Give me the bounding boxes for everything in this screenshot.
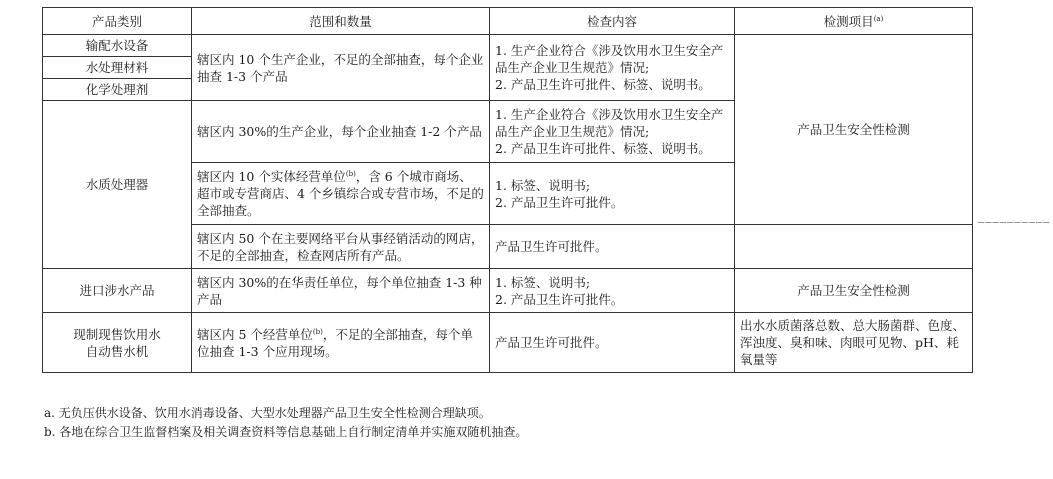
scope-cell: 辖区内 50 个在主要网络平台从事经销活动的网店，不足的全部抽查，检查网店所有产品。	[192, 225, 490, 269]
header-row	[43, 8, 973, 35]
check-item: 2. 产品卫生许可批件。	[495, 194, 624, 210]
check-item: 1. 标签、说明书;	[495, 177, 591, 193]
footnotes	[44, 404, 527, 442]
test-cell: 产品卫生安全性检测	[735, 35, 973, 225]
header-check: 检查内容	[490, 8, 735, 35]
table-row	[43, 35, 973, 57]
check-item: 2. 产品卫生许可批件、标签、说明书。	[495, 141, 711, 156]
header-test	[735, 8, 973, 35]
category-cell: 水处理材料	[43, 57, 192, 79]
footnote-b: b. 各地在综合卫生监督档案及相关调查资料等信息基础上自行制定清单并实施双随机抽查。	[44, 425, 528, 439]
check-cell	[490, 163, 735, 225]
category-cell: 水质处理器	[43, 101, 192, 269]
inspection-table	[42, 7, 1051, 373]
category-line: 自动售水机	[85, 343, 149, 359]
scope-text: ，不足的全部抽查，每个单位抽查 1-3 个应用现场。	[197, 326, 473, 359]
check-cell	[490, 101, 735, 163]
header-scope: 范围和数量	[192, 8, 490, 35]
table-row	[43, 313, 973, 373]
test-cell: 产品卫生安全性检测	[735, 269, 973, 313]
check-item: 2. 产品卫生许可批件、标签、说明书。	[495, 77, 711, 92]
category-cell: 化学处理剂	[43, 79, 192, 101]
footnote-a-marker: (a)	[873, 14, 884, 23]
footnote-b-marker: (b)	[312, 327, 323, 336]
header-test-label: 检测项目	[823, 13, 874, 29]
scope-text: 辖区内 5 个经营单位	[197, 326, 313, 342]
scope-cell: 辖区内 10 个生产企业，不足的全部抽查，每个企业抽查 1-3 个产品	[192, 35, 490, 101]
check-item: 2. 产品卫生许可批件。	[495, 291, 624, 307]
check-cell	[490, 35, 735, 101]
check-item: 1. 生产企业符合《涉及饮用水卫生安全产品生产企业卫生规范》情况;	[495, 43, 724, 75]
footnote-a: a. 无负压供水设备、饮用水消毒设备、大型水处理器产品卫生安全性检测合理缺项。	[44, 406, 491, 420]
header-category: 产品类别	[43, 8, 192, 35]
test-cell: 出水水质菌落总数、总大肠菌群、色度、浑浊度、臭和味、肉眼可见物、pH、耗氧量等	[735, 313, 973, 373]
scope-cell: 辖区内 30%的在华责任单位，每个单位抽查 1-3 种产品	[192, 269, 490, 313]
scope-text: ，含 6 个城市商场、超市或专营商店、4 个乡镇综合或专营市场，不足的全部抽查。	[197, 169, 484, 218]
category-cell	[43, 313, 192, 373]
category-line: 现制现售饮用水	[73, 326, 161, 342]
check-item: 1. 标签、说明书;	[495, 274, 591, 290]
category-cell: 进口涉水产品	[43, 269, 192, 313]
footnote-b-marker: (b)	[345, 169, 356, 178]
table-row	[43, 269, 973, 313]
check-item: 1. 生产企业符合《涉及饮用水卫生安全产品生产企业卫生规范》情况;	[495, 107, 724, 139]
check-cell: 产品卫生许可批件。	[490, 313, 735, 373]
table-row: 辖区内 10 个实体经营单位$^{(b)}$，含 6 个城市商场、超市或专营商店、4 个乡镇综合或专营市场，不足的全部抽查。 1. 标签、说明书; 2. 产品卫生许可批件。 __________	[43, 163, 973, 225]
scope-cell	[192, 313, 490, 373]
scope-cell: 辖区内 30%的生产企业，每个企业抽查 1-2 个产品	[192, 101, 490, 163]
check-cell: 产品卫生许可批件。	[490, 225, 735, 269]
check-cell	[490, 269, 735, 313]
scope-cell	[192, 163, 490, 225]
category-cell: 输配水设备	[43, 35, 192, 57]
scope-text: 辖区内 10 个实体经营单位	[197, 169, 346, 184]
